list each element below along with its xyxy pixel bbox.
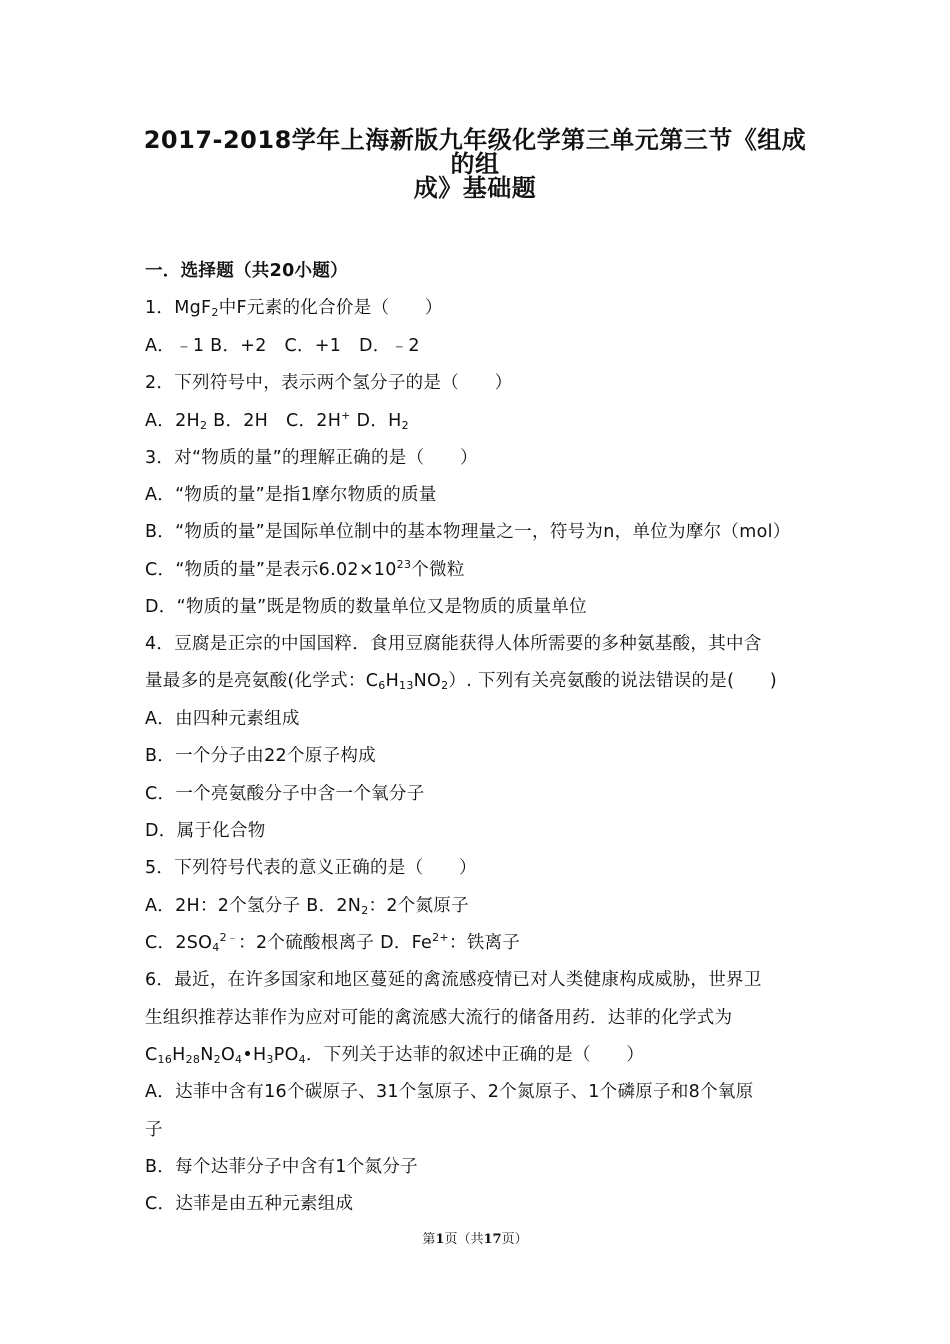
- question-2-options: A．$2H_2$ B．2H C．2H+ D．$H_2$: [145, 409, 409, 432]
- question-1-options: A．﹣1 B．+2 C．+1 D．﹣2: [145, 336, 420, 356]
- question-3-option-a: A．“物质的量”是指1摩尔物质的质量: [145, 485, 437, 505]
- document-title-line-1: 2017-2018学年上海新版九年级化学第三单元第三节《组成的组: [143, 126, 807, 178]
- question-5-stem: 5．下列符号代表的意义正确的是（ ）: [145, 858, 477, 878]
- question-4-option-c: C．一个亮氨酸分子中含一个氧分子: [145, 784, 425, 804]
- question-6-stem-line-3: $C_{16}H_{28}N_2O_4•H_3PO_4$．下列关于达菲的叙述中正确的是（ ）: [145, 1045, 645, 1066]
- page-footer: 第1页（共17页）: [422, 1232, 528, 1247]
- question-4-option-d: D．属于化合物: [145, 821, 266, 841]
- question-2-stem: 2．下列符号中，表示两个氢分子的是（ ）: [145, 373, 513, 393]
- question-4-option-b: B．一个分子由22个原子构成: [145, 746, 376, 766]
- question-1-stem: 1．MgF$_2$中F元素的化合价是（ ）: [145, 298, 443, 319]
- question-6-option-a-line-1: A．达菲中含有16个碳原子、31个氢原子、2个氮原子、1个磷原子和8个氧原: [145, 1082, 754, 1102]
- question-3-option-d: D．“物质的量”既是物质的数量单位又是物质的质量单位: [145, 597, 587, 617]
- question-3-option-b: B．“物质的量”是国际单位制中的基本物理量之一，符号为n，单位为摩尔（mol）: [145, 522, 791, 542]
- question-3-option-c: C．“物质的量”是表示$6.02\times 10^{23}$个微粒: [145, 558, 465, 580]
- question-6-option-c: C．达菲是由五种元素组成: [145, 1194, 354, 1214]
- question-4-stem-line-2: 量最多的是亮氨酸(化学式：$C_6H_{13}NO_2$）. 下列有关亮氨酸的说法错误的是( ): [145, 671, 778, 692]
- section-heading: 一．选择题（共20小题）: [145, 261, 348, 281]
- question-6-stem-line-1: 6．最近，在许多国家和地区蔓延的禽流感疫情已对人类健康构成威胁，世界卫: [145, 970, 762, 990]
- question-4-stem-line-1: 4．豆腐是正宗的中国国粹．食用豆腐能获得人体所需要的多种氨基酸，其中含: [145, 634, 762, 654]
- question-3-stem: 3．对“物质的量”的理解正确的是（ ）: [145, 448, 478, 468]
- question-6-option-a-line-2: 子: [145, 1120, 163, 1140]
- question-5-options-cd: C．$2SO_4^{2﹣}$：2个硫酸根离子 D．$Fe^{2+}$：铁离子: [145, 931, 521, 954]
- document-title-line-2: 成》基础题: [413, 174, 537, 202]
- question-6-stem-line-2: 生组织推荐达菲作为应对可能的禽流感大流行的储备用药．达菲的化学式为: [145, 1008, 733, 1028]
- question-5-options-ab: A．2H：2个氢分子 B．$2N_2$：2个氮原子: [145, 896, 469, 917]
- question-6-option-b: B．每个达菲分子中含有1个氮分子: [145, 1157, 418, 1177]
- question-4-option-a: A．由四种元素组成: [145, 709, 300, 729]
